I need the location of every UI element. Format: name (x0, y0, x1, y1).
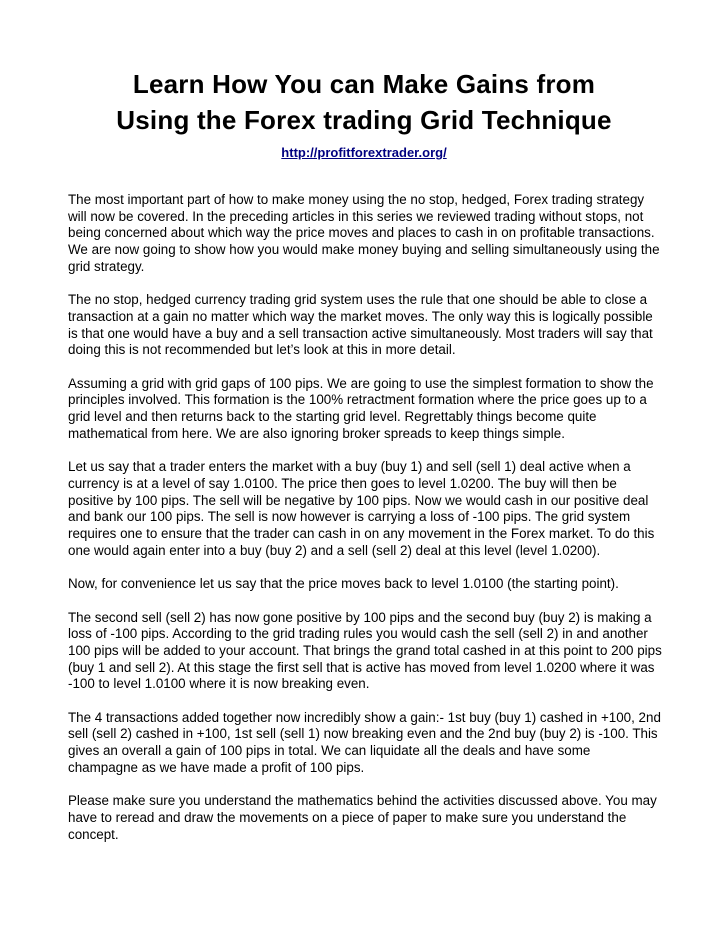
source-link-container (0, 144, 728, 162)
paragraph-totals: The 4 transactions added together now incredibly show a gain:- 1st buy (buy 1) cashed in +100, 2nd sell (sell 2) cashed in +100, 1st sell (sell 1) now breaking even and the 2nd buy (buy 2) is -100. This gives an overall a gain of 100 pips in total. We can liquidate all the deals and have some champagne as we have made a profit of 100 pips. (68, 709, 661, 775)
paragraph-intro: The most important part of how to make money using the no stop, hedged, Forex trading strategy will now be covered. In the preceding articles in this series we reviewed trading without stops, not being concerned about which way the price moves and places to cash in on profitable transactions. We are now going to show how you would make money buying and selling simultaneously using the grid strategy. (68, 192, 660, 274)
paragraph-second-sell: The second sell (sell 2) has now gone positive by 100 pips and the second buy (buy 2) is making a loss of -100 pips. According to the grid trading rules you would cash the sell (sell 2) in and another 100 pips will be added to your account. That brings the grand total cashed in at this point to 200 pips (buy 1 and sell 2). At this stage the first sell that is active has moved from level 1.0200 where it was -100 to level 1.0100 where it is now breaking even. (68, 609, 662, 692)
paragraph-example-entry: Let us say that a trader enters the market with a buy (buy 1) and sell (sell 1) deal active when a currency is at a level of say 1.0100. The price then goes to level 1.0200. The buy will then be positive by 100 pips. The sell will be negative by 100 pips. Now we would cash in our positive deal and bank our 100 pips. The sell is now however is carrying a loss of -100 pips. The grid system requires one to ensure that the trader can cash in on any movement in the Forex market. To do this one would again enter into a buy (buy 2) and a sell (sell 2) deal at this level (level 1.0200). (68, 459, 655, 558)
title-line-1: Learn How You can Make Gains from (132, 69, 596, 99)
title-line-2: Using the Forex trading Grid Technique (116, 105, 612, 135)
paragraph-closing: Please make sure you understand the mathematics behind the activities discussed above. You may have to reread and draw the movements on a piece of paper to make sure you understand the concept. (68, 793, 657, 842)
document-title (20, 66, 708, 138)
paragraph-grid-rule: The no stop, hedged currency trading grid system uses the rule that one should be able to close a transaction at a gain no matter which way the market moves. The only way this is logically possible is that one would have a buy and a sell transaction active simultaneously. Most traders will say that doing this is not recommended but let’s look at this in more detail. (68, 292, 653, 358)
document-body (68, 192, 664, 860)
paragraph-assumptions: Assuming a grid with grid gaps of 100 pips. We are going to use the simplest formation to show the principles involved. This formation is the 100% retractment formation where the price goes up to a grid level and then returns back to the starting grid level. Regrettably things become quite mathematical from here. We are also ignoring broker spreads to keep things simple. (68, 375, 654, 441)
paragraph-price-return: Now, for convenience let us say that the price moves back to level 1.0100 (the starting point). (68, 576, 619, 592)
source-link[interactable]: http://profitforextrader.org/ (281, 145, 447, 160)
